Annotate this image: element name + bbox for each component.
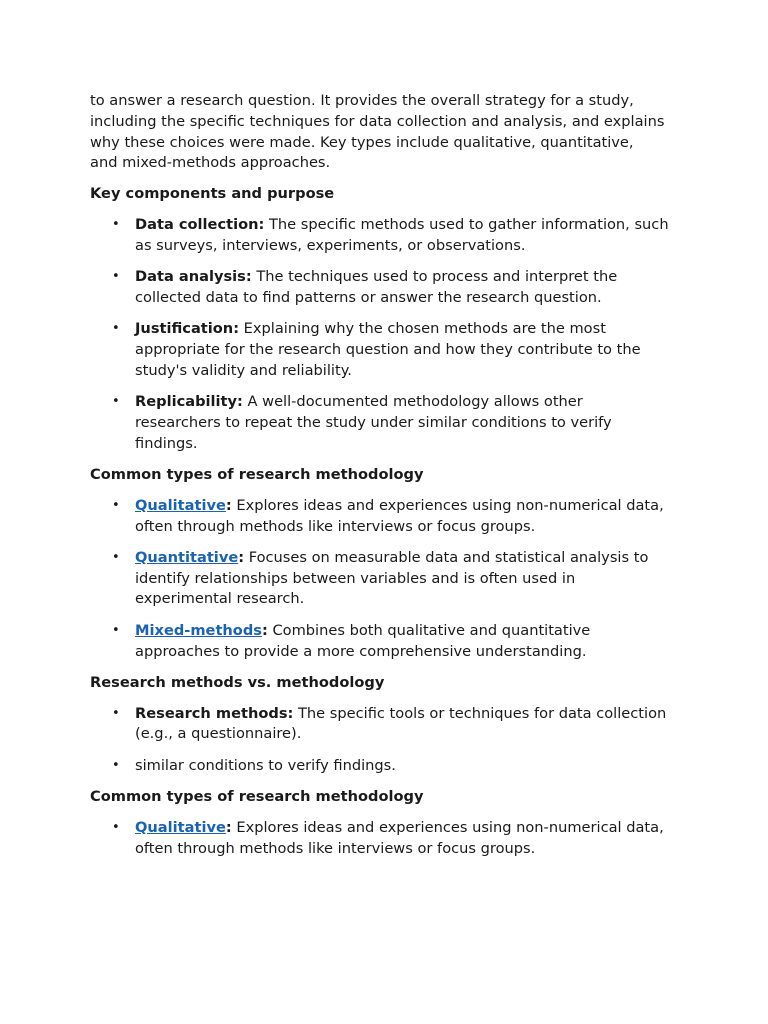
section-heading-key-components: Key components and purpose bbox=[90, 185, 335, 203]
item-text: A well-documented methodology allows other researchers to repeat the study under similar conditions to verify findings. bbox=[135, 393, 612, 452]
list-item bbox=[90, 267, 671, 309]
item-text: Explaining why the chosen methods are the most appropriate for the research question and how they contribute to the study's validity and reliability. bbox=[135, 320, 641, 379]
item-text: Explores ideas and experiences using non-numerical data, often through methods like interviews or focus groups. bbox=[135, 818, 664, 857]
item-text: The techniques used to process and interpret the collected data to find patterns or answer the research question. bbox=[135, 268, 618, 306]
item-term: Replicability: bbox=[135, 393, 243, 411]
common-types-list-repeat bbox=[90, 818, 678, 860]
section-heading-common-types: Common types of research methodology bbox=[90, 465, 424, 483]
bullet-icon: • bbox=[112, 497, 120, 513]
bullet-icon: • bbox=[112, 819, 120, 835]
colon: : bbox=[225, 496, 232, 514]
bullet-icon: • bbox=[112, 705, 120, 721]
common-types-list bbox=[90, 496, 678, 663]
item-text: The specific tools or techniques for data collection (e.g., a questionnaire). bbox=[135, 704, 667, 743]
key-components-list bbox=[90, 215, 678, 454]
bullet-icon: • bbox=[112, 549, 120, 565]
list-item bbox=[90, 621, 671, 663]
list-item bbox=[90, 818, 671, 860]
item-text: similar conditions to verify findings. bbox=[135, 756, 396, 774]
list-item bbox=[90, 548, 671, 610]
list-item bbox=[90, 704, 671, 746]
list-item bbox=[90, 392, 671, 454]
colon: : bbox=[238, 548, 245, 566]
list-item bbox=[90, 756, 671, 777]
bullet-icon: • bbox=[112, 394, 120, 410]
item-text: Explores ideas and experiences using non-numerical data, often through methods like interviews or focus groups. bbox=[135, 496, 664, 535]
item-text: Combines both qualitative and quantitative approaches to provide a more comprehensive understanding. bbox=[135, 621, 591, 660]
list-item bbox=[90, 215, 671, 257]
bullet-icon: • bbox=[112, 757, 120, 773]
bullet-icon: • bbox=[112, 321, 120, 337]
item-text: Focuses on measurable data and statistical analysis to identify relationships between variables and is often used in experimental research. bbox=[135, 548, 649, 608]
item-term: Data analysis: bbox=[135, 268, 252, 286]
item-term: Justification: bbox=[135, 320, 240, 338]
colon: : bbox=[261, 621, 268, 639]
section-heading-methods-vs-methodology: Research methods vs. methodology bbox=[90, 673, 385, 691]
item-text: The specific methods used to gather information, such as surveys, interviews, experiments, or observations. bbox=[135, 215, 669, 254]
quantitative-link[interactable]: Quantitative bbox=[135, 548, 239, 566]
colon: : bbox=[225, 818, 232, 836]
intro-paragraph: to answer a research question. It provides the overall strategy for a study, including the specific techniques for data collection and analysis, and explains why these choices were made. Key types include qualitative, quantitative, and mixed-methods approaches. bbox=[90, 92, 665, 172]
item-term: Research methods: bbox=[135, 704, 294, 722]
qualitative-link[interactable]: Qualitative bbox=[135, 496, 226, 514]
mixed-methods-link[interactable]: Mixed-methods bbox=[135, 621, 262, 639]
bullet-icon: • bbox=[112, 269, 120, 285]
list-item bbox=[90, 319, 671, 381]
bullet-icon: • bbox=[112, 216, 120, 232]
qualitative-link[interactable]: Qualitative bbox=[135, 818, 226, 836]
section-heading-common-types-repeat: Common types of research methodology bbox=[90, 788, 424, 806]
list-item bbox=[90, 496, 671, 538]
methods-vs-methodology-list bbox=[90, 704, 678, 777]
item-term: Data collection: bbox=[135, 215, 265, 233]
bullet-icon: • bbox=[112, 622, 120, 638]
